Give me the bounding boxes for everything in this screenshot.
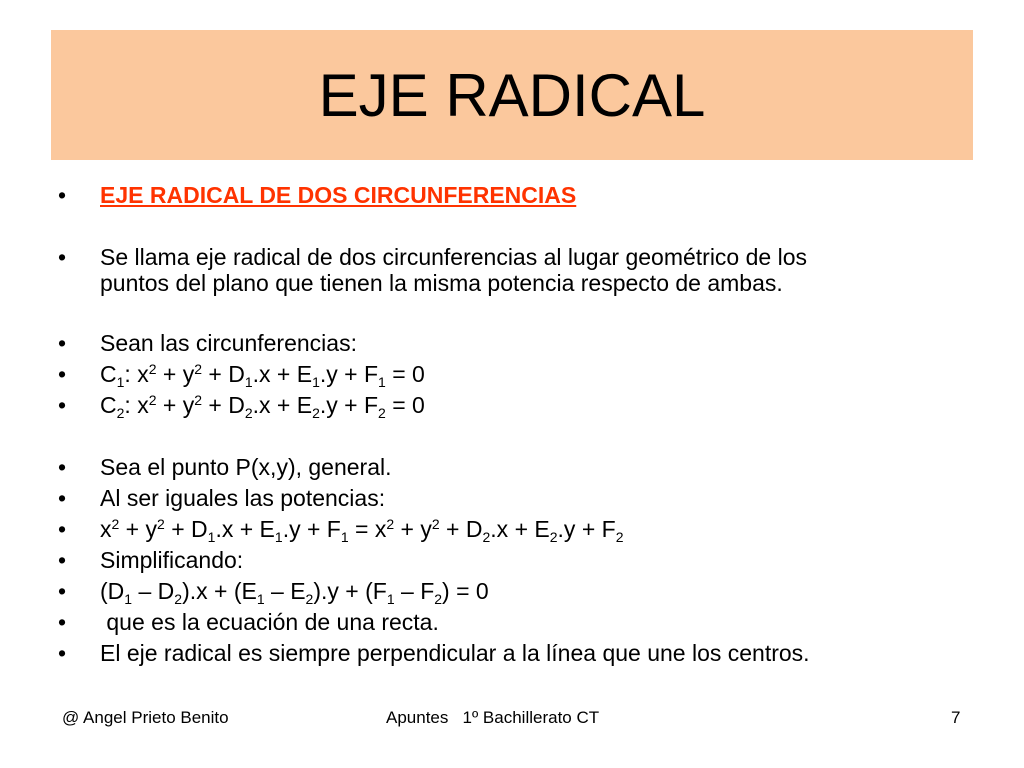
sean-text: Sean las circunferencias: <box>100 330 357 356</box>
definition-line-2: puntos del plano que tienen la misma potencia respecto de ambas. <box>100 270 783 296</box>
bullet-recta <box>58 609 988 635</box>
bullet-result <box>58 578 988 607</box>
section-heading: EJE RADICAL DE DOS CIRCUNFERENCIAS <box>100 182 577 208</box>
bullet-glyph: • <box>58 485 67 511</box>
footer-author: @ Angel Prieto Benito <box>62 708 229 727</box>
bullet-equality <box>58 516 988 545</box>
equation-c2: $C_2$: $x^2 + y^2 + D_2.x + E_2.y + F_2 = 0$ <box>100 392 425 421</box>
title-band <box>51 30 973 160</box>
definition-text <box>100 244 988 296</box>
definition-line-1: Se llama eje radical de dos circunferencias al lugar geométrico de los <box>100 244 807 270</box>
bullet-definition <box>58 244 988 296</box>
punto-text: Sea el punto P(x,y), general. <box>100 454 392 480</box>
bullet-glyph: • <box>58 547 67 573</box>
bullet-potencias <box>58 485 988 511</box>
bullet-punto <box>58 454 988 480</box>
bullet-glyph: • <box>58 640 67 666</box>
equation-c1: $C_1$: $x^2 + y^2 + D_1.x + E_1.y + F_1 = 0$ <box>100 361 425 390</box>
simplificando-text: Simplificando: <box>100 547 244 573</box>
perpendicular-text: El eje radical es siempre perpendicular a la línea que une los centros. <box>100 640 810 666</box>
equation-equality: $x^2 + y^2 + D_1.x + E_1.y + F_1 = x^2 + y^2 + D_2.x + E_2.y + F_2$ <box>100 516 624 545</box>
bullet-sean <box>58 330 988 356</box>
slide-title: EJE RADICAL <box>318 61 706 129</box>
bullet-c1 <box>58 361 988 390</box>
bullet-glyph: • <box>58 454 67 480</box>
bullet-glyph: • <box>58 182 67 208</box>
bullet-glyph: • <box>58 578 67 604</box>
bullet-glyph: • <box>58 330 67 356</box>
potencias-text: Al ser iguales las potencias: <box>100 485 386 511</box>
bullet-c2 <box>58 392 988 421</box>
bullet-glyph: • <box>58 609 67 635</box>
bullet-simplificando <box>58 547 988 573</box>
bullet-heading <box>58 182 988 208</box>
recta-text: que es la ecuación de una recta. <box>100 609 439 635</box>
bullet-glyph: • <box>58 361 67 387</box>
bullet-glyph: • <box>58 516 67 542</box>
footer-page-number: 7 <box>951 708 961 727</box>
equation-result: $(D_1 - D_2).x + (E_1 - E_2).y + (F_1 - F_2) = 0$ <box>100 578 489 607</box>
bullet-glyph: • <box>58 392 67 418</box>
bullet-perpendicular <box>58 640 988 666</box>
bullet-glyph: • <box>58 244 67 270</box>
footer-course: Apuntes 1º Bachillerato CT <box>386 708 600 727</box>
